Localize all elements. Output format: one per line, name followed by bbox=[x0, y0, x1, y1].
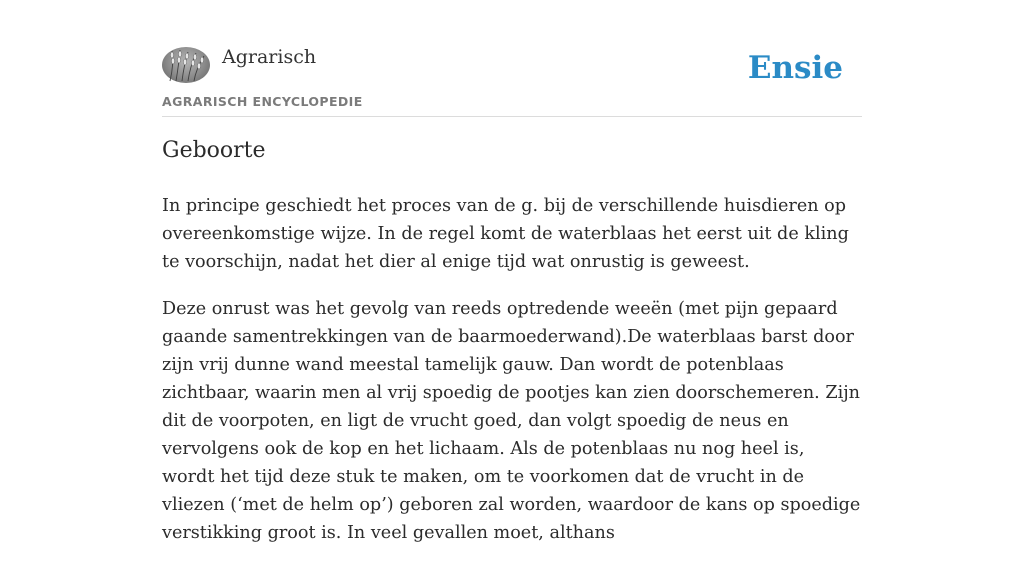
brand-logo-link[interactable]: Ensie bbox=[747, 50, 843, 86]
site-name-link[interactable]: Agrarisch bbox=[222, 46, 317, 68]
article-body bbox=[162, 192, 862, 566]
article-paragraph: Deze onrust was het gevolg van reeds optredende weeën (met pijn gepaard gaande samentrekkingen van de baarmoederwand).De waterblaas barst door zijn vrij dunne wand meestal tamelijk gauw. Dan wordt de potenblaas zichtbaar, waarin men al vrij spoedig de pootjes kan zien doorschemeren. Zijn dit de voorpoten, en ligt de vrucht goed, dan volgt spoedig de neus en vervolgens ook de kop en het lichaam. Als de potenblaas nu nog heel is, wordt het tijd deze stuk te maken, om te voorkomen dat de vrucht in de vliezen (‘met de helm op’) geboren zal worden, waardoor de kans op spoedige verstikking groot is. In veel gevallen moet, althans bbox=[162, 299, 861, 543]
article-title: Geboorte bbox=[162, 138, 266, 163]
site-subtitle: AGRARISCH ENCYCLOPEDIE bbox=[162, 94, 363, 109]
wheat-logo-icon bbox=[162, 47, 210, 83]
site-header bbox=[162, 45, 862, 117]
site-logo[interactable] bbox=[162, 47, 210, 83]
article-paragraph: In principe geschiedt het proces van de g. bij de verschillende huisdieren op overeenkomstige wijze. In de regel komt de waterblaas het eerst uit de kling te voorschijn, nadat het dier al enige tijd wat onrustig is geweest. bbox=[162, 196, 849, 272]
